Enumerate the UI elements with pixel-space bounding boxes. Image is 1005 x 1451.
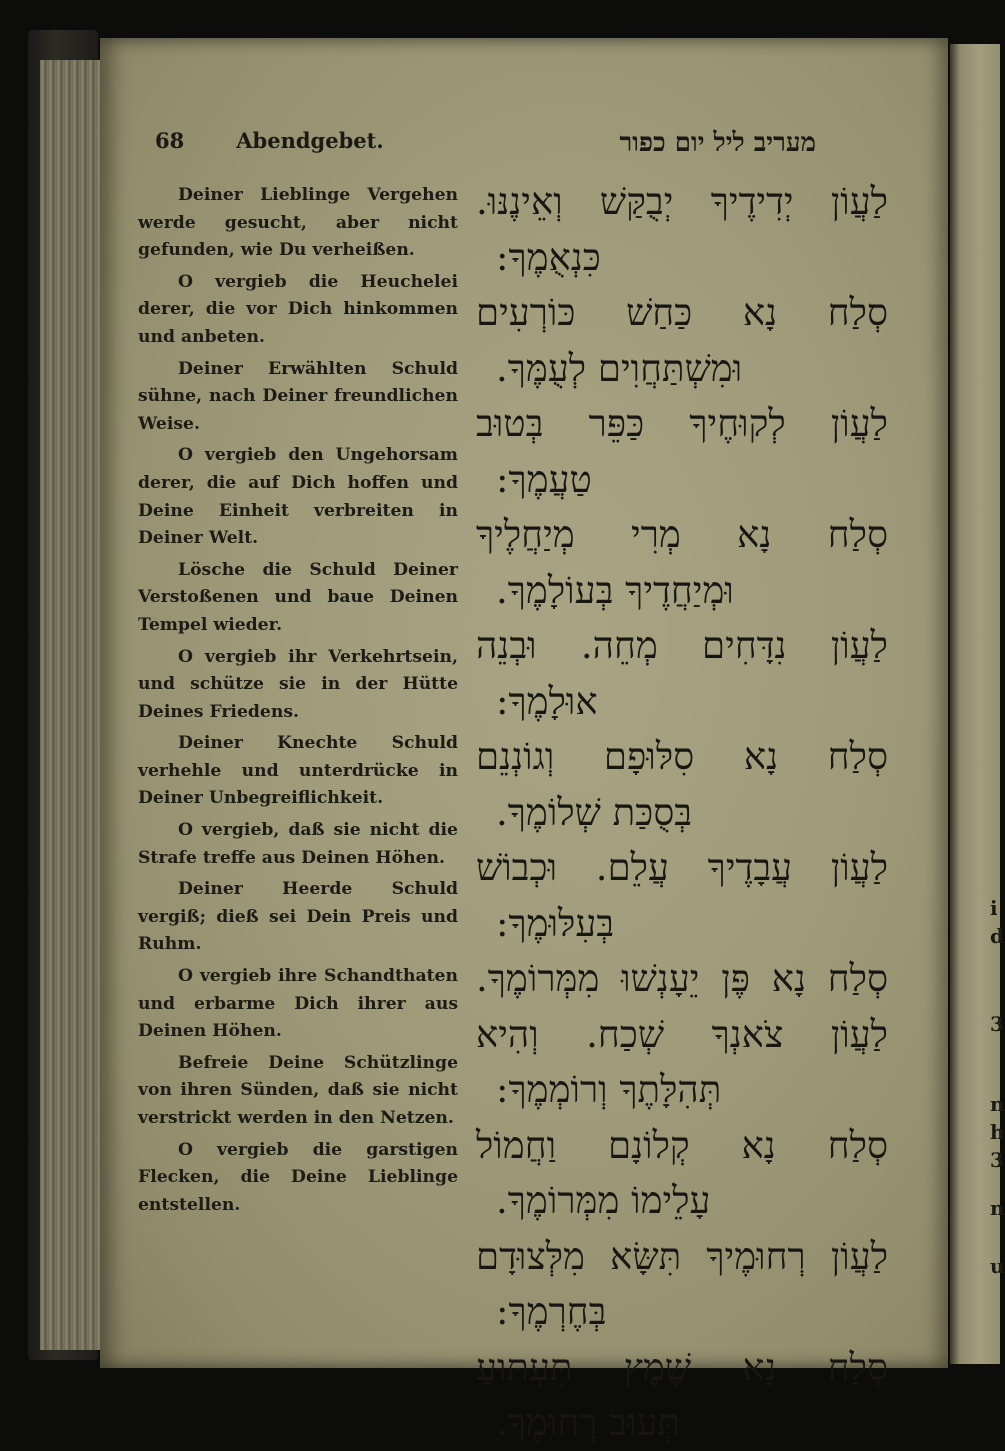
hebrew-verse-line: תְּהִלָּתֶךָ וְרוֹמְמֶךָ: [496, 1068, 722, 1111]
hebrew-verse-line: וּמִשְׁתַּחֲוִים לְעֻמֶּךָ. [496, 346, 743, 390]
hebrew-verse-line: סְלַח נָא פֶּן יֵעָנְשׁוּ מִמְּרוֹמֶךָ. [476, 957, 888, 1000]
facing-page-edge [950, 44, 1005, 1364]
german-paragraph: O vergieb ihr Verkehrtsein, und schütze sie in der Hütte Deines Friedens. [138, 646, 458, 722]
german-paragraph: Befreie Deine Schützlinge von ihren Sünden, daß sie nicht verstrickt werden in den Netzen. [138, 1052, 458, 1128]
facing-page-fragment: 3 [990, 1012, 1004, 1036]
facing-page-fragment: d [990, 924, 1004, 948]
german-translation-column [138, 182, 458, 1223]
hebrew-verse-line: בְּעִלּוּמֶךָ: [496, 901, 615, 945]
german-paragraph: Deiner Erwählten Schuld sühne, nach Deiner freundlichen Weise. [138, 358, 458, 434]
hebrew-verse-line: עָלֵימוֹ מִמְּרוֹמֶךָ. [496, 1179, 711, 1222]
hebrew-verse-line: לַעֲוֹן נִדָּחִים מְחֵה. וּבְנֵה [476, 624, 888, 667]
hebrew-verse-line: וּמְיַחֲדֶיךָ בְּעוֹלָמֶךָ. [496, 568, 734, 612]
hebrew-verse-line: סְלַח נָא שֶׁמֶץ תִּעְתּוּעַ [476, 1345, 888, 1389]
facing-page-fragment: 3 [990, 1148, 1004, 1172]
hebrew-running-title: מעריב ליל יום כפור [619, 128, 816, 158]
hebrew-verse-line: בְּסֻכַּת שְׁלוֹמֶךָ. [496, 790, 693, 834]
hebrew-verse-line: סְלַח נָא קְלוֹנָם וַחֲמוֹל [476, 1123, 888, 1167]
page-number: 68 [155, 128, 185, 153]
hebrew-verse-line: טַעֲמֶךָ: [496, 457, 592, 501]
hebrew-text-column [476, 174, 888, 1451]
page-header-german [155, 128, 455, 153]
hebrew-verse-line: לַעֲוֹן עֲבָדֶיךָ עֲלֵם. וּכְבוֹשׁ [476, 846, 888, 889]
german-paragraph: O vergieb die Heuchelei derer, die vor Dich hinkommen und anbeten. [138, 271, 458, 347]
facing-page-fragment: h [990, 1120, 1005, 1144]
german-paragraph: Lösche die Schuld Deiner Verstoßenen und baue Deinen Tempel wieder. [138, 559, 458, 635]
hebrew-verse-line: בְּחֶרְמֶךָ: [496, 1290, 607, 1333]
hebrew-verse-line: סְלַח נָא מְרִי מְיַחֲלֶיךָ [476, 513, 888, 556]
german-paragraph: O vergieb ihre Schandthaten und erbarme Dich ihrer aus Deinen Höhen. [138, 966, 458, 1042]
german-paragraph: O vergieb die garstigen Flecken, die Deine Lieblinge entstellen. [138, 1139, 458, 1215]
german-paragraph: Deiner Heerde Schuld vergiß; dieß sei Dein Preis und Ruhm. [138, 879, 458, 955]
facing-page-fragment: n [990, 1196, 1005, 1220]
facing-page-fragment: n [990, 1092, 1005, 1116]
hebrew-verse-line: אוּלָמֶךָ: [496, 679, 598, 723]
hebrew-verse-line: לַעֲוֹן לְקוּחֶיךָ כַּפֵּר בְּטוּב [476, 402, 888, 445]
hebrew-verse-line: תְּעוּב רְחוּמֶךָ. [496, 1401, 680, 1444]
hebrew-verse-line: סְלַח נָא סִלּוּפָם וְגוֹנְנֵם [476, 735, 888, 778]
german-paragraph: Deiner Knechte Schuld verhehle und unterdrücke in Deiner Unbegreiflichkeit. [138, 733, 458, 809]
german-paragraph: Deiner Lieblinge Vergehen werde gesucht, aber nicht gefunden, wie Du verheißen. [138, 185, 458, 261]
hebrew-verse-line: לַעֲוֹן צֹאנְךָ שְׁכַח. וְהִיא [476, 1012, 888, 1056]
facing-page-fragment: i [990, 896, 998, 920]
hebrew-verse-line: סְלַח נָא כַּחַשׁ כּוֹרְעִים [476, 291, 888, 334]
german-running-title: Abendgebet. [236, 128, 384, 153]
hebrew-verse-line: לַעֲוֹן רְחוּמֶיךָ תִּשָּׂא מִלְּצוּדָם [476, 1234, 888, 1278]
hebrew-verse-line: כִּנְאֻמֶךָ: [496, 235, 601, 279]
hebrew-verse-line: לַעֲוֹן יְדִידֶיךָ יְבֻקַּשׁ וְאֵינֶנּוּ. [476, 180, 888, 223]
german-paragraph: O vergieb, daß sie nicht die Strafe treffe aus Deinen Höhen. [138, 820, 458, 868]
facing-page-fragment: u [990, 1254, 1005, 1278]
german-paragraph: O vergieb den Ungehorsam derer, die auf Dich hoffen und Deine Einheit verbreiten in Deiner Welt. [138, 445, 458, 549]
